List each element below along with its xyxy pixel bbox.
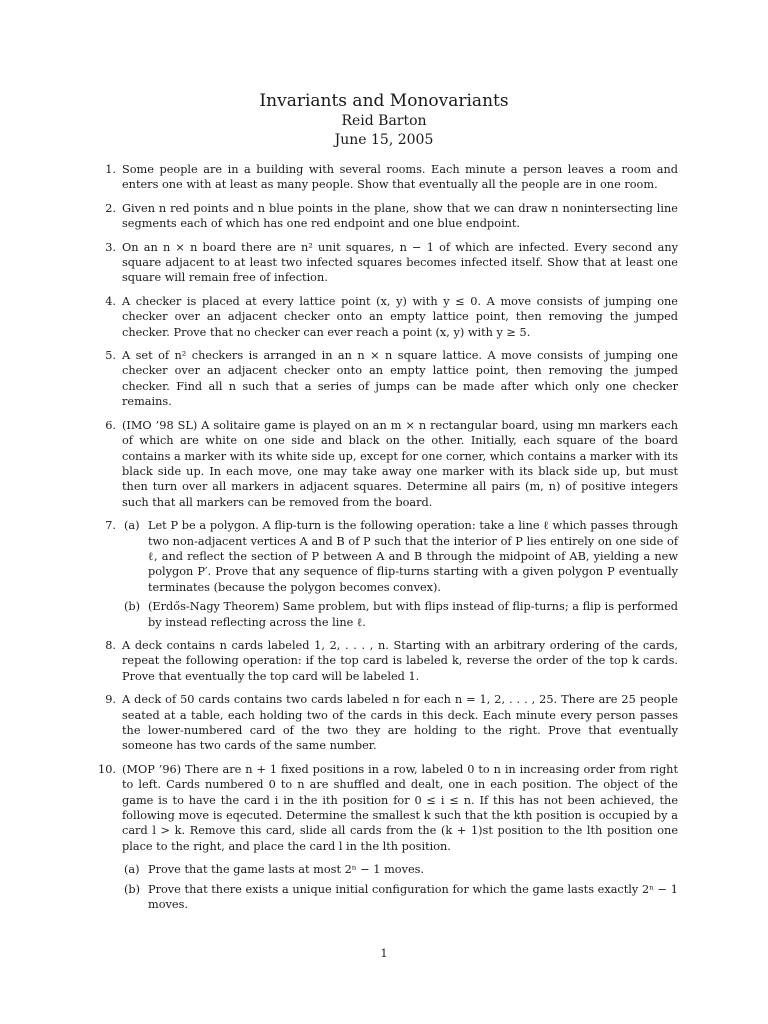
problem-4 bbox=[96, 294, 678, 340]
problem-text: Some people are in a building with several rooms. Each minute a person leaves a room and enters one with at least as many people. Show that eventually all the people are in one room. bbox=[122, 163, 678, 192]
subproblem-10a bbox=[122, 862, 678, 877]
document-title: Invariants and Monovariants bbox=[259, 91, 509, 111]
subproblem-label: (a) bbox=[124, 863, 140, 877]
subproblem-label: (b) bbox=[124, 882, 141, 896]
problem-8 bbox=[96, 638, 678, 684]
document-date: June 15, 2005 bbox=[334, 132, 434, 148]
problem-10 bbox=[96, 762, 678, 913]
problem-text: On an n × n board there are n² unit squares, n − 1 of which are infected. Every second any square adjacent to at least two infected squares becomes infected itself. Show that at least one square will remain free of infection. bbox=[122, 240, 678, 285]
document-author: Reid Barton bbox=[341, 113, 427, 129]
problem-text: Given n red points and n blue points in the plane, show that we can draw n nonintersecting line segments each of which has one red endpoint and one blue endpoint. bbox=[122, 201, 678, 231]
problem-text: A set of n² checkers is arranged in an n × n square lattice. A move consists of jumping one checker over an adjacent checker onto an empty lattice point, then removing the jumped checker. Find all n such that a series of jumps can be made after which only one checker remains. bbox=[122, 349, 678, 409]
problem-number: 5. bbox=[105, 349, 116, 363]
problem-text: A deck of 50 cards contains two cards labeled n for each n = 1, 2, . . . , 25. There are 25 people seated at a table, each holding two of the cards in this deck. Each minute every person passes the lower-numbered card of the two they are holding to the right. Prove that eventually someone has two cards of the same number. bbox=[122, 693, 678, 753]
problem-text: (MOP ’96) There are n + 1 fixed positions in a row, labeled 0 to n in increasing order from right to left. Cards numbered 0 to n are shuffled and dealt, one in each position. The object of the game is to have the card i in the ith position for 0 ≤ i ≤ n. If this has not been achieved, the following move is eqecuted. Determine the smallest k such that the kth position is occupied by a card l > k. Remove this card, slide all cards from the (k + 1)st position to the lth position one place to the right, and place the card l in the lth position. bbox=[122, 762, 678, 853]
subproblem-7b bbox=[122, 599, 678, 630]
problem-number: 1. bbox=[105, 163, 116, 176]
subproblem-list bbox=[122, 518, 678, 630]
problem-text: A checker is placed at every lattice point (x, y) with y ≤ 0. A move consists of jumping one checker over an adjacent checker onto an empty lattice point, then removing the jumped checker. Prove that no checker can ever reach a point (x, y) with y ≥ 5. bbox=[122, 294, 678, 339]
problem-3 bbox=[96, 240, 678, 286]
problem-2 bbox=[96, 201, 678, 232]
page-number: 1 bbox=[380, 947, 388, 960]
subproblem-list bbox=[122, 862, 678, 912]
subproblem-text: Let P be a polygon. A flip-turn is the following operation: take a line ℓ which passes through two non-adjacent vertices A and B of P such that the interior of P lies entirely on one side of ℓ, and reflect the section of P between A and B through the midpoint of AB, yielding a new polygon P′. Prove that any sequence of flip-turns starting with a given polygon P eventually terminates (because the polygon becomes convex). bbox=[148, 519, 678, 594]
problem-text: (IMO ’98 SL) A solitaire game is played on an m × n rectangular board, using mn markers each of which are white on one side and black on the other. Initially, each square of the board contains a marker with its white side up, except for one corner, which contains a marker with its black side up. In each move, one may take away one marker with its black side up, but must then turn over all markers in adjacent squares. Determine all pairs (m, n) of positive integers such that all markers can be removed from the board. bbox=[122, 418, 678, 509]
problem-9 bbox=[96, 692, 678, 754]
problem-1 bbox=[96, 162, 678, 193]
problem-number: 4. bbox=[105, 294, 116, 308]
problem-number: 8. bbox=[105, 638, 116, 652]
document-header bbox=[0, 90, 768, 150]
subproblem-10b bbox=[122, 882, 678, 913]
problem-number: 9. bbox=[105, 693, 116, 707]
subproblem-7a bbox=[122, 518, 678, 595]
problem-5 bbox=[96, 348, 678, 410]
problem-number: 2. bbox=[105, 201, 116, 215]
subproblem-text: (Erdős-Nagy Theorem) Same problem, but with flips instead of flip-turns; a flip is performed by instead reflecting across the line ℓ. bbox=[148, 600, 678, 629]
problem-number: 7. bbox=[105, 519, 116, 533]
problem-list bbox=[96, 162, 678, 920]
problem-7 bbox=[96, 518, 678, 630]
problem-number: 3. bbox=[105, 240, 116, 254]
subproblem-text: Prove that there exists a unique initial configuration for which the game lasts exactly 2ⁿ − 1 moves. bbox=[148, 882, 678, 912]
subproblem-label: (b) bbox=[124, 600, 141, 614]
subproblem-label: (a) bbox=[124, 519, 140, 533]
problem-number: 6. bbox=[105, 418, 116, 432]
problem-text: A deck contains n cards labeled 1, 2, . . . , n. Starting with an arbitrary ordering of the cards, repeat the following operation: if the top card is labeled k, reverse the order of the top k cards. Prove that eventually the top card will be labeled 1. bbox=[122, 638, 678, 683]
problem-number: 10. bbox=[98, 762, 116, 776]
problem-6 bbox=[96, 418, 678, 510]
subproblem-text: Prove that the game lasts at most 2ⁿ − 1 moves. bbox=[148, 863, 425, 877]
